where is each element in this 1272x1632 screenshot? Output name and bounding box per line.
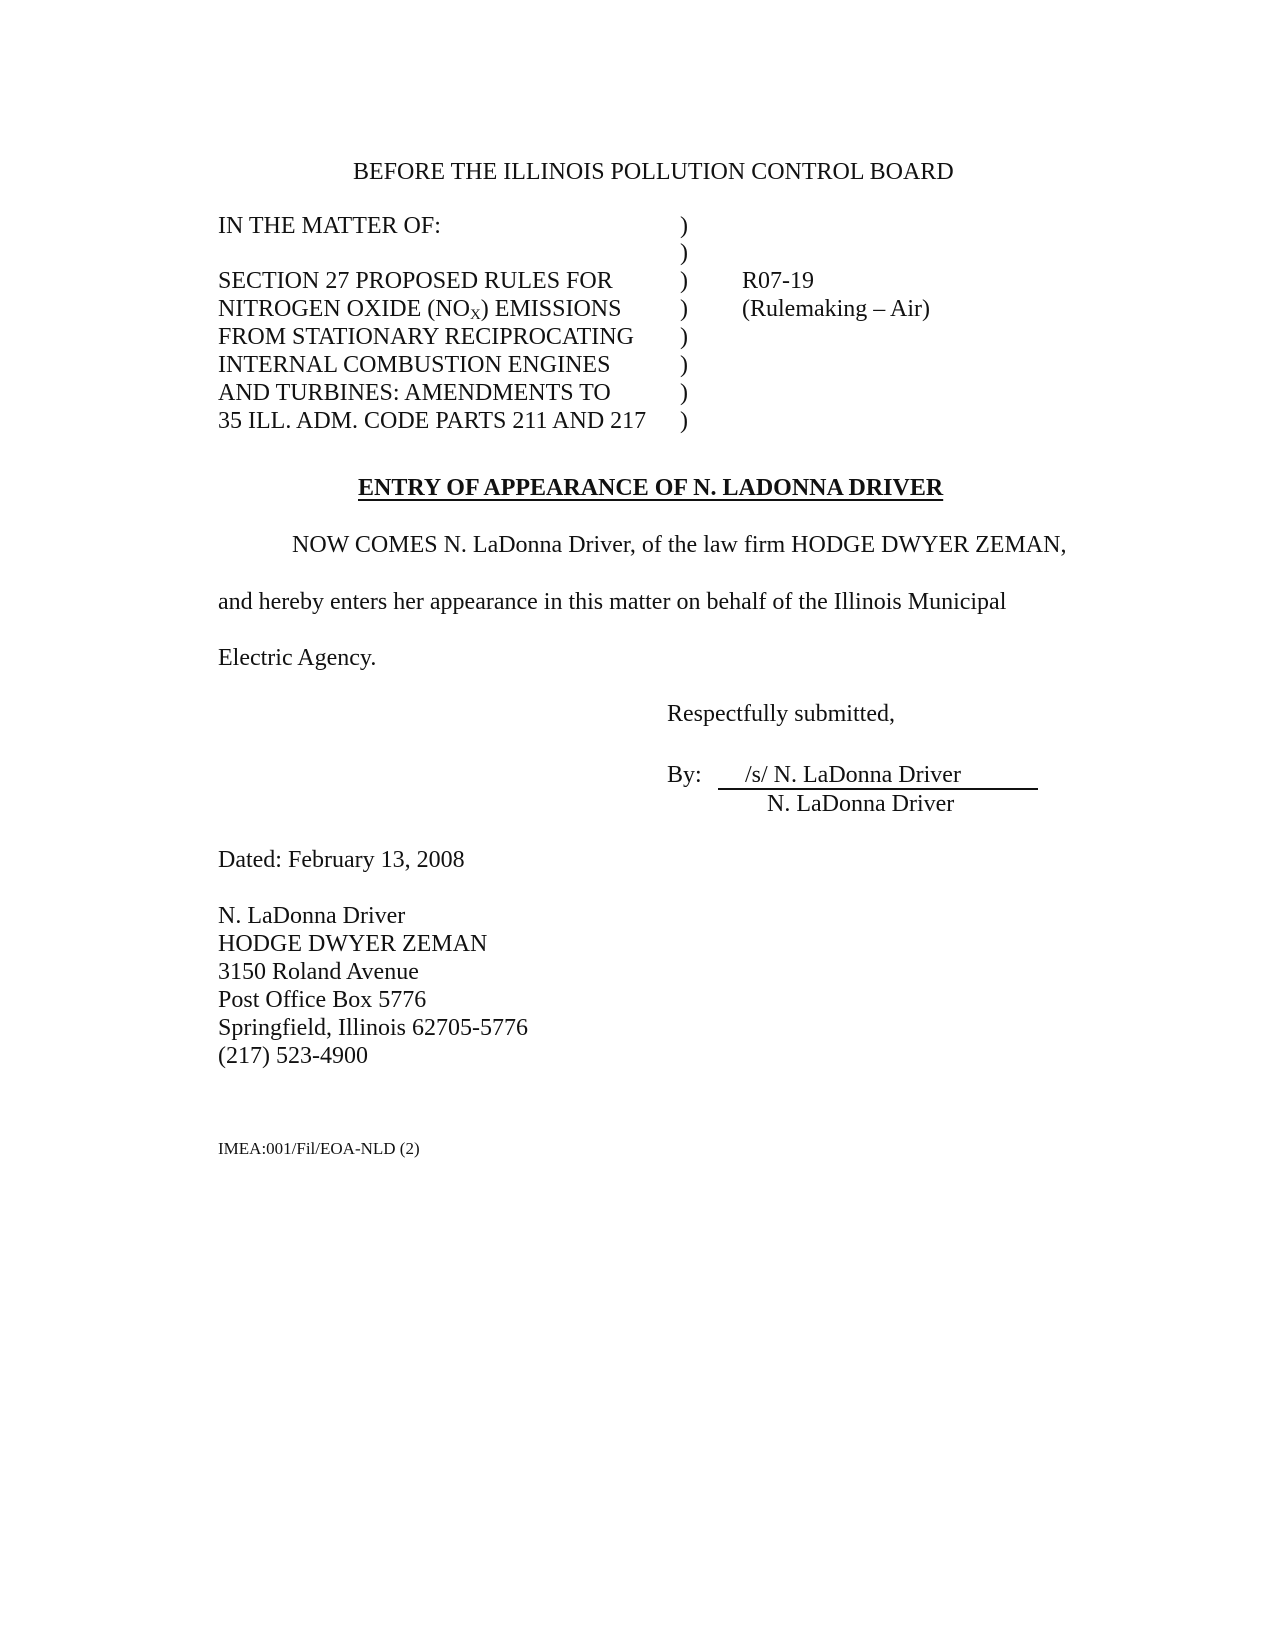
board-heading: BEFORE THE ILLINOIS POLLUTION CONTROL BOARD xyxy=(353,159,954,185)
docket-number: R07-19 xyxy=(742,268,814,294)
body-line-3: Electric Agency. xyxy=(218,645,377,671)
body-line-2: and hereby enters her appearance in this matter on behalf of the Illinois Municipal xyxy=(218,589,1007,615)
by-label: By: xyxy=(667,762,702,788)
caption-paren: ) xyxy=(680,296,688,322)
address-line: HODGE DWYER ZEMAN xyxy=(218,931,488,957)
caption-paren: ) xyxy=(680,240,688,266)
caption-paren: ) xyxy=(680,352,688,378)
closing-text: Respectfully submitted, xyxy=(667,701,895,727)
caption-line-6: 35 ILL. ADM. CODE PARTS 211 AND 217 xyxy=(218,408,647,434)
caption-line-5: AND TURBINES: AMENDMENTS TO xyxy=(218,380,611,406)
caption-line-1: SECTION 27 PROPOSED RULES FOR xyxy=(218,268,613,294)
address-line: 3150 Roland Avenue xyxy=(218,959,419,985)
docket-type: (Rulemaking – Air) xyxy=(742,296,930,322)
caption-line-3: FROM STATIONARY RECIPROCATING xyxy=(218,324,634,350)
file-reference: IMEA:001/Fil/EOA-NLD (2) xyxy=(218,1139,420,1158)
address-line: N. LaDonna Driver xyxy=(218,903,406,929)
address-line: (217) 523-4900 xyxy=(218,1043,368,1069)
document-title: ENTRY OF APPEARANCE OF N. LADONNA DRIVER xyxy=(358,475,944,501)
nox-subscript: X xyxy=(469,307,481,323)
caption-paren: ) xyxy=(680,213,688,239)
caption-paren: ) xyxy=(680,380,688,406)
address-line: Post Office Box 5776 xyxy=(218,987,427,1013)
in-the-matter-label: IN THE MATTER OF: xyxy=(218,213,441,239)
signer-printed-name: N. LaDonna Driver xyxy=(767,791,955,817)
address-line: Springfield, Illinois 62705-5776 xyxy=(218,1015,528,1041)
caption-paren: ) xyxy=(680,268,688,294)
caption-paren: ) xyxy=(680,324,688,350)
body-line-1: NOW COMES N. LaDonna Driver, of the law firm HODGE DWYER ZEMAN, xyxy=(292,532,1067,558)
caption-paren: ) xyxy=(680,408,688,434)
dated-line: Dated: February 13, 2008 xyxy=(218,847,465,873)
electronic-signature: /s/ N. LaDonna Driver xyxy=(745,762,961,788)
caption-line-4: INTERNAL COMBUSTION ENGINES xyxy=(218,352,611,378)
caption-line-2: NITROGEN OXIDE $(NO_X)$ EMISSIONS xyxy=(218,296,622,323)
